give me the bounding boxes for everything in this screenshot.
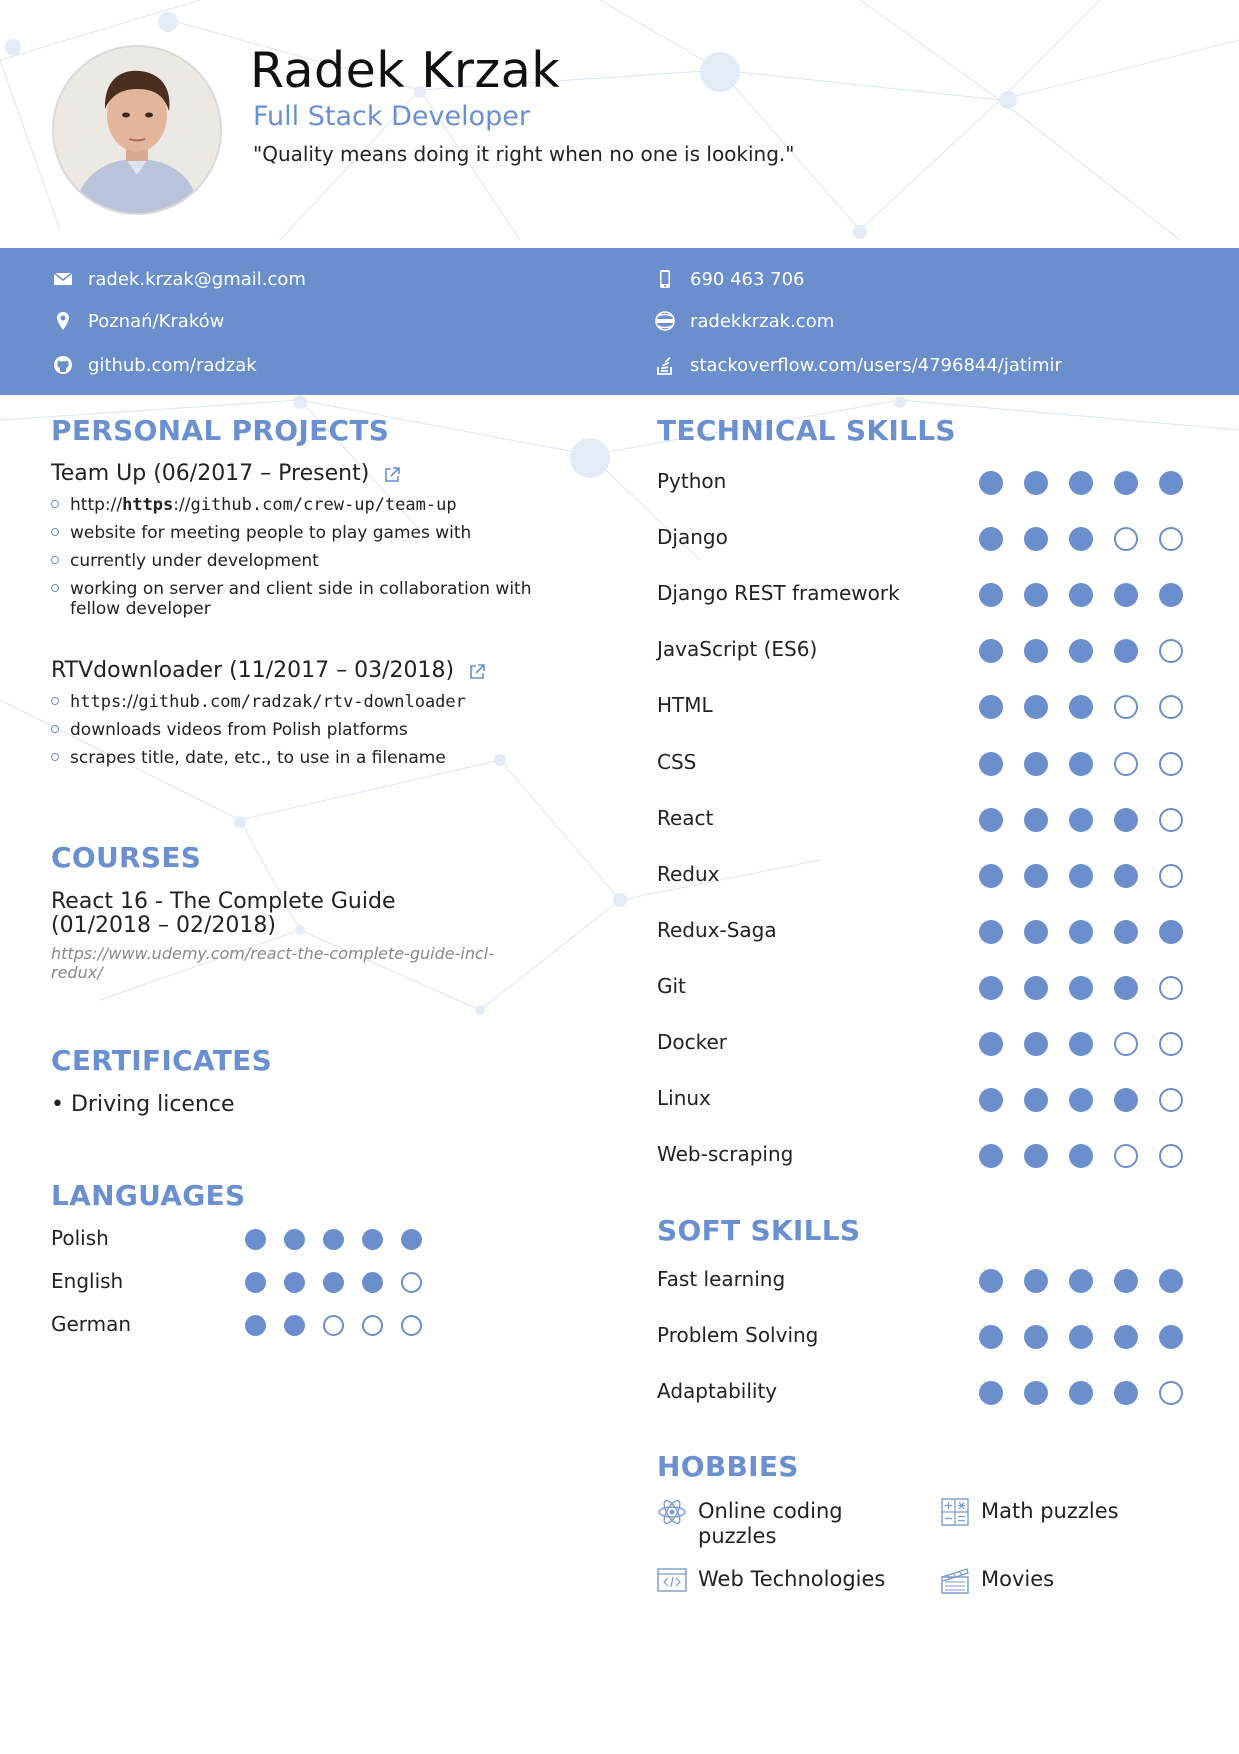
skill-row [657, 806, 713, 830]
rating-dot-empty [1159, 752, 1183, 776]
rating-dot-filled [1024, 808, 1048, 832]
rating-dot-filled [1024, 1269, 1048, 1293]
rating-dot-filled [245, 1229, 266, 1250]
soft-skill-row [657, 1323, 818, 1347]
job-title: Full Stack Developer [253, 101, 530, 132]
website-text: radekkrzak.com [690, 310, 835, 332]
list-item: website for meeting people to play games with [51, 523, 551, 543]
rating-dot-filled [284, 1229, 305, 1250]
rating-dots [979, 864, 1204, 888]
rating-dot-filled [1069, 639, 1093, 663]
rating-dots [979, 920, 1204, 944]
rating-dot-filled [323, 1272, 344, 1293]
rating-dot-filled [1024, 527, 1048, 551]
project-bullets-rtvdownloader [51, 692, 551, 776]
hobby-label: Math puzzles [981, 1499, 1119, 1523]
rating-dot-filled [1024, 1032, 1048, 1056]
section-heading-technical-skills: TECHNICAL SKILLS [657, 414, 956, 447]
rating-dot-empty [1114, 695, 1138, 719]
language-row [51, 1269, 123, 1293]
hobby-label: Movies [981, 1567, 1055, 1591]
rating-dot-empty [1114, 1032, 1138, 1056]
contact-stackoverflow[interactable] [654, 354, 1062, 376]
hobby-label [698, 1497, 843, 1549]
rating-dot-filled [979, 976, 1003, 1000]
rating-dot-filled [1114, 976, 1138, 1000]
rating-dot-empty [1114, 1144, 1138, 1168]
rating-dot-filled [979, 752, 1003, 776]
skill-row [657, 581, 900, 605]
rating-dot-empty [1159, 864, 1183, 888]
rating-dot-filled [1024, 1144, 1048, 1168]
rating-dot-filled [1024, 752, 1048, 776]
skill-row-label: HTML [657, 693, 713, 718]
rating-dot-filled [1069, 1381, 1093, 1405]
language-row [51, 1312, 131, 1336]
email-text: radek.krzak@gmail.com [88, 268, 306, 290]
rating-dot-filled [979, 920, 1003, 944]
rating-dot-filled [979, 471, 1003, 495]
contact-location [52, 310, 224, 332]
rating-dots [979, 527, 1204, 551]
phone-icon [654, 268, 676, 290]
list-item: currently under development [51, 551, 551, 571]
person-name: Radek Krzak [250, 42, 561, 99]
rating-dots [979, 1325, 1204, 1349]
rating-dots [979, 1032, 1204, 1056]
rating-dot-filled [1069, 695, 1093, 719]
skill-row-label: Redux-Saga [657, 917, 777, 942]
skill-row [657, 862, 720, 886]
rating-dot-filled [1069, 1088, 1093, 1112]
url-path: github.com/radzak/rtv-downloader [138, 692, 466, 712]
rating-dots [979, 752, 1204, 776]
course-url[interactable]: https://www.udemy.com/react-the-complete-guide-incl-redux/ [51, 944, 494, 982]
rating-dot-filled [284, 1272, 305, 1293]
project-url[interactable] [51, 692, 551, 712]
project-bullets-teamup [51, 495, 551, 627]
rating-dot-filled [1159, 583, 1183, 607]
skill-row [657, 525, 728, 549]
language-row [51, 1226, 109, 1250]
rating-dot-filled [1114, 1325, 1138, 1349]
rating-dots [979, 471, 1204, 495]
rating-dots [245, 1272, 440, 1293]
rating-dot-filled [1024, 639, 1048, 663]
rating-dots [979, 1269, 1204, 1293]
skill-row-label: Git [657, 973, 686, 998]
hobby-web-technologies [657, 1565, 885, 1595]
rating-dot-filled [1069, 1269, 1093, 1293]
rating-dots [245, 1315, 440, 1336]
rating-dot-empty [1114, 752, 1138, 776]
rating-dots [979, 695, 1204, 719]
rating-dot-filled [1114, 1381, 1138, 1405]
rating-dot-empty [1159, 1144, 1183, 1168]
rating-dot-filled [1069, 752, 1093, 776]
hobby-label-line2: puzzles [698, 1524, 777, 1548]
rating-dot-empty [362, 1315, 383, 1336]
language-row-label: English [51, 1269, 124, 1293]
course-title [51, 890, 511, 938]
rating-dot-filled [1114, 920, 1138, 944]
skill-row [657, 750, 696, 774]
rating-dot-filled [284, 1315, 305, 1336]
rating-dot-filled [1114, 808, 1138, 832]
language-row-label: German [51, 1312, 132, 1336]
rating-dot-filled [1024, 1325, 1048, 1349]
project-title-text: RTVdownloader (11/2017 – 03/2018) [51, 658, 455, 683]
rating-dot-empty [1159, 976, 1183, 1000]
url-prefix: http:// [70, 495, 123, 515]
soft-skill-row [657, 1379, 777, 1403]
contact-website[interactable] [654, 310, 834, 332]
project-title-rtvdownloader [51, 658, 486, 683]
rating-dot-empty [1159, 1381, 1183, 1405]
rating-dot-filled [1114, 583, 1138, 607]
section-heading-languages: LANGUAGES [51, 1179, 246, 1212]
phone-text: 690 463 706 [690, 268, 805, 290]
certificate-item: • Driving licence [51, 1092, 235, 1117]
hobby-label: Web Technologies [698, 1567, 886, 1591]
location-text: Poznań/Kraków [88, 310, 225, 332]
skill-row [657, 637, 817, 661]
envelope-icon [52, 268, 74, 290]
rating-dot-filled [1069, 1032, 1093, 1056]
rating-dot-filled [1159, 1269, 1183, 1293]
rating-dots [979, 1144, 1204, 1168]
soft-skill-row-label: Problem Solving [657, 1323, 819, 1347]
rating-dot-filled [1114, 471, 1138, 495]
github-text: github.com/radzak [88, 354, 257, 376]
rating-dot-empty [401, 1272, 422, 1293]
rating-dot-filled [1069, 976, 1093, 1000]
skill-row [657, 974, 686, 998]
contact-github[interactable] [52, 354, 257, 376]
rating-dots [245, 1229, 440, 1250]
contact-email[interactable] [52, 268, 306, 290]
rating-dot-empty [1159, 695, 1183, 719]
skill-row [657, 918, 777, 942]
rating-dots [979, 808, 1204, 832]
rating-dot-filled [1159, 1325, 1183, 1349]
portrait-avatar [54, 47, 220, 213]
rating-dot-filled [1114, 864, 1138, 888]
map-pin-icon [52, 310, 74, 332]
hobby-movies [940, 1565, 1054, 1595]
globe-icon [654, 310, 676, 332]
list-item: downloads videos from Polish platforms [51, 720, 551, 740]
stackoverflow-icon [654, 354, 676, 376]
rating-dot-empty [323, 1315, 344, 1336]
soft-skill-row-label: Adaptability [657, 1379, 778, 1403]
rating-dots [979, 976, 1204, 1000]
rating-dot-filled [1069, 1144, 1093, 1168]
skill-row-label: Web-scraping [657, 1142, 794, 1167]
rating-dots [979, 1381, 1204, 1405]
rating-dot-empty [401, 1315, 422, 1336]
skill-row-label: Docker [657, 1030, 728, 1054]
skill-row-label: CSS [657, 749, 697, 774]
rating-dot-filled [1159, 920, 1183, 944]
calculator-icon [940, 1497, 970, 1527]
contact-band [0, 248, 1239, 395]
hobby-online-coding [657, 1497, 843, 1549]
rating-dot-filled [1159, 471, 1183, 495]
rating-dot-filled [245, 1315, 266, 1336]
list-item: working on server and client side in collaboration with fellow developer [51, 579, 551, 619]
hobby-math-puzzles [940, 1497, 1119, 1527]
rating-dot-filled [1069, 920, 1093, 944]
section-heading-hobbies: HOBBIES [657, 1450, 799, 1483]
skill-row-label: Django [657, 525, 728, 550]
skill-row [657, 1142, 793, 1166]
external-link-icon[interactable] [468, 662, 486, 680]
skill-row-label: React [657, 805, 714, 830]
rating-dot-filled [1069, 1325, 1093, 1349]
url-scheme: https [70, 692, 122, 712]
project-url[interactable] [51, 495, 551, 515]
rating-dot-filled [1069, 471, 1093, 495]
url-scheme: https [122, 495, 174, 515]
rating-dot-filled [362, 1229, 383, 1250]
rating-dot-filled [979, 1381, 1003, 1405]
rating-dot-filled [1114, 1088, 1138, 1112]
rating-dot-filled [1069, 527, 1093, 551]
list-item: scrapes title, date, etc., to use in a filename [51, 748, 551, 768]
rating-dot-filled [979, 1144, 1003, 1168]
clapperboard-icon [940, 1565, 970, 1595]
project-title-teamup [51, 461, 401, 486]
external-link-icon[interactable] [383, 465, 401, 483]
course-dates: (01/2018 – 02/2018) [51, 913, 276, 938]
skill-row [657, 469, 726, 493]
rating-dot-filled [1024, 1381, 1048, 1405]
skill-row [657, 1030, 727, 1054]
url-separator: :// [173, 495, 191, 515]
rating-dot-filled [1069, 583, 1093, 607]
rating-dot-empty [1159, 639, 1183, 663]
soft-skill-row [657, 1267, 785, 1291]
rating-dot-filled [245, 1272, 266, 1293]
rating-dot-filled [1024, 920, 1048, 944]
project-title-text: Team Up (06/2017 – Present) [51, 461, 370, 486]
rating-dot-filled [1069, 808, 1093, 832]
section-heading-courses: COURSES [51, 841, 202, 874]
rating-dot-filled [979, 1088, 1003, 1112]
rating-dot-filled [401, 1229, 422, 1250]
skill-row-label: Django REST framework [657, 581, 900, 606]
rating-dot-filled [1024, 864, 1048, 888]
personal-quote: "Quality means doing it right when no one is looking." [253, 142, 795, 166]
language-row-label: Polish [51, 1226, 109, 1250]
rating-dot-filled [979, 527, 1003, 551]
rating-dot-filled [979, 1325, 1003, 1349]
rating-dot-empty [1114, 527, 1138, 551]
rating-dot-filled [1114, 639, 1138, 663]
skill-row-label: Linux [657, 1086, 711, 1111]
profile-photo [52, 45, 222, 215]
rating-dot-filled [979, 695, 1003, 719]
rating-dot-filled [979, 864, 1003, 888]
url-path: github.com/crew-up/team-up [190, 495, 457, 515]
rating-dot-filled [1024, 1088, 1048, 1112]
rating-dot-filled [1114, 1269, 1138, 1293]
skill-row [657, 693, 713, 717]
rating-dot-filled [979, 808, 1003, 832]
rating-dot-filled [979, 1269, 1003, 1293]
rating-dot-filled [1024, 695, 1048, 719]
rating-dot-filled [1024, 976, 1048, 1000]
rating-dot-empty [1159, 1088, 1183, 1112]
skill-row [657, 1086, 711, 1110]
rating-dot-filled [1024, 583, 1048, 607]
section-heading-soft-skills: SOFT SKILLS [657, 1214, 861, 1247]
url-separator: :// [121, 692, 139, 712]
rating-dot-filled [362, 1272, 383, 1293]
rating-dot-empty [1159, 527, 1183, 551]
rating-dot-filled [1024, 471, 1048, 495]
rating-dot-filled [979, 639, 1003, 663]
github-icon [52, 354, 74, 376]
rating-dot-empty [1159, 1032, 1183, 1056]
contact-phone[interactable] [654, 268, 805, 290]
rating-dot-empty [1159, 808, 1183, 832]
section-heading-certificates: CERTIFICATES [51, 1044, 273, 1077]
rating-dots [979, 639, 1204, 663]
soft-skill-row-label: Fast learning [657, 1267, 786, 1291]
section-heading-projects: PERSONAL PROJECTS [51, 414, 390, 447]
skill-row-label: Redux [657, 861, 720, 886]
skill-row-label: JavaScript (ES6) [657, 637, 818, 662]
skill-row-label: Python [657, 469, 727, 493]
atom-icon [657, 1497, 687, 1527]
code-window-icon [657, 1565, 687, 1595]
course-name: React 16 - The Complete Guide [51, 889, 396, 914]
rating-dots [979, 1088, 1204, 1112]
rating-dots [979, 583, 1204, 607]
rating-dot-filled [979, 583, 1003, 607]
rating-dot-filled [979, 1032, 1003, 1056]
hobby-label-line1: Online coding [698, 1499, 843, 1523]
rating-dot-filled [1069, 864, 1093, 888]
rating-dot-filled [323, 1229, 344, 1250]
stackoverflow-text: stackoverflow.com/users/4796844/jatimir [690, 354, 1062, 376]
